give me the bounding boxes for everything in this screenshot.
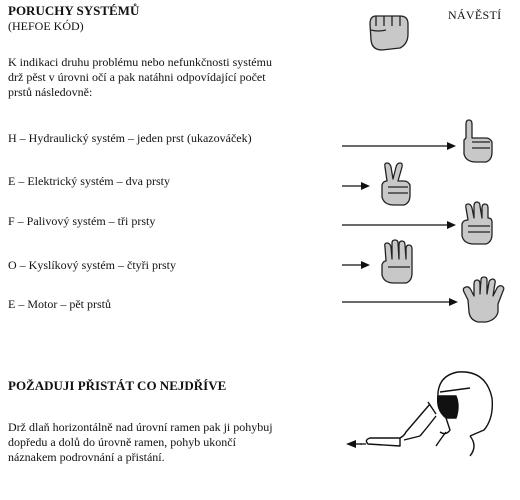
section1-title: PORUCHY SYSTÉMŮ [8,3,140,18]
intro-line-1: K indikaci druhu problému nebo nefunkčnosti systému [8,55,272,69]
item-fuel: F – Palivový systém – tři prsty [8,214,156,228]
signal-label: NÁVĚSTÍ [448,8,502,22]
section1-subtitle: (HEFOE KÓD) [8,19,84,33]
item-oxygen: O – Kyslíkový systém – čtyři prsty [8,258,176,272]
section2-line-1: Drž dlaň horizontálně nad úrovní ramen pak ji pohybuj [8,420,273,434]
item-hydraulic: H – Hydraulický systém – jeden prst (ukazováček) [8,131,252,145]
intro-line-3: prstů následovně: [8,85,93,99]
section2-title: POŽADUJI PŘISTÁT CO NEJDŘÍVE [8,378,227,393]
section2-line-2: dopředu a dolů do úrovně ramen, pohyb ukončí [8,435,236,449]
item-engine: E – Motor – pět prstů [8,297,111,311]
item-electric: E – Elektrický systém – dva prsty [8,174,170,188]
section2-line-3: náznakem podrovnání a přistání. [8,450,165,464]
intro-line-2: drž pěst v úrovni očí a pak natáhni odpovídající počet [8,70,266,84]
